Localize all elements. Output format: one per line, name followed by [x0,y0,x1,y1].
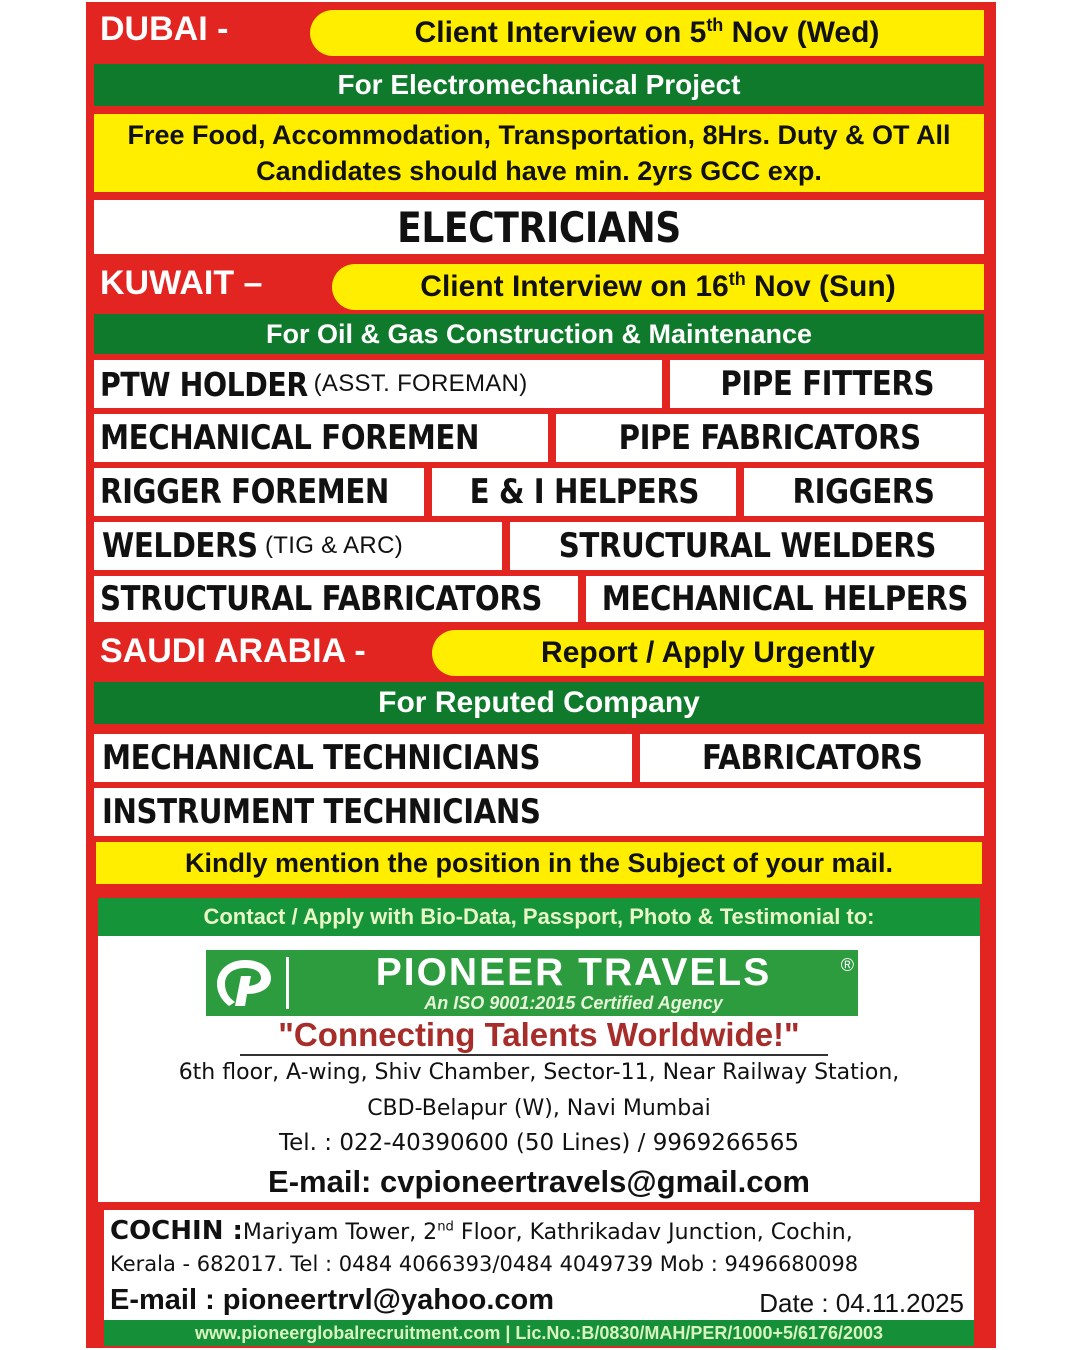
company-certification: An ISO 9001:2015 Certified Agency [424,993,723,1013]
job-box-mechanical-helpers [586,576,984,622]
address-line2: CBD-Belapur (W), Navi Mumbai [367,1096,711,1121]
phone-line[interactable]: Tel. : 022-40390600 (50 Lines) / 9969266565 [278,1130,800,1156]
saudi-company-bar: For Reputed Company [94,682,984,724]
job-pipe-fitters: PIPE FITTERS [720,364,934,404]
company-name: PIONEER TRAVELS [375,951,772,994]
job-riggers: RIGGERS [793,472,935,512]
cochin-address-line1: COCHIN :Mariyam Tower, 2nd Floor, Kathrikadav Junction, Cochin, [110,1216,853,1246]
job-box-instrument-technicians [94,788,984,836]
job-ptw-holder: PTW HOLDER [100,364,308,404]
cochin-label: COCHIN : [110,1216,243,1246]
job-box-structural-welders [510,522,984,570]
pioneer-logo-icon [206,952,286,1014]
dubai-interview-banner [310,10,984,56]
job-fabricators: FABRICATORS [701,738,923,778]
email-link[interactable]: E-mail: cvpioneertravels@gmail.com [268,1164,810,1199]
job-welders-note: (TIG & ARC) [265,532,403,559]
saudi-banner: Report / Apply Urgently [432,630,984,676]
registered-mark: ® [840,955,854,975]
job-ptw-holder-note: (ASST. FOREMAN) [313,370,528,397]
dubai-job-box [94,200,984,254]
footer-website-license[interactable]: www.pioneerglobalrecruitment.com | Lic.No.:B/0830/MAH/PER/1000+5/6176/2003 [104,1320,974,1346]
job-box-riggers [744,468,984,516]
job-mechanical-technicians: MECHANICAL TECHNICIANS [102,738,541,778]
job-box-ei-helpers [432,468,736,516]
kuwait-interview-banner [332,264,984,310]
kuwait-interview-text: Client Interview on 16th Nov (Sun) [420,269,896,303]
dubai-benefits-line1: Free Food, Accommodation, Transportation, 8Hrs. Duty & OT All [127,120,951,150]
slogan: "Connecting Talents Worldwide!" [278,1016,800,1053]
dubai-benefits-box [94,114,984,192]
pioneer-logo [206,950,858,1016]
job-poster [86,2,996,1348]
logo-text [289,953,858,1013]
job-electricians: ELECTRICIANS [397,202,681,252]
job-box-mechanical-foremen [94,414,548,462]
saudi-label: SAUDI ARABIA - [100,632,366,670]
dubai-interview-text: Client Interview on 5th Nov (Wed) [414,15,880,49]
job-box-rigger-foremen [94,468,424,516]
job-box-mechanical-technicians [94,734,632,782]
job-box-ptw-holder [94,360,662,408]
poster-date: Date : 04.11.2025 [759,1288,964,1318]
job-box-fabricators [640,734,984,782]
kuwait-project-bar: For Oil & Gas Construction & Maintenance [94,314,984,354]
cochin-email[interactable]: E-mail : pioneertrvl@yahoo.com [110,1284,555,1316]
slogan-underline [240,1054,828,1056]
cochin-address-line2: Kerala - 682017. Tel : 0484 4066393/0484 4049739 Mob : 9496680098 [110,1252,859,1276]
kuwait-label: KUWAIT – [100,264,263,302]
dubai-label: DUBAI - [100,10,229,48]
job-ei-helpers: E & I HELPERS [469,472,699,512]
job-box-welders [94,522,502,570]
job-structural-fabricators: STRUCTURAL FABRICATORS [100,579,543,619]
contact-heading: Contact / Apply with Bio-Data, Passport, Photo & Testimonial to: [98,898,980,936]
job-instrument-technicians: INSTRUMENT TECHNICIANS [102,792,541,832]
job-pipe-fabricators: PIPE FABRICATORS [618,418,922,458]
job-rigger-foremen: RIGGER FOREMEN [100,472,389,512]
job-welders: WELDERS [102,526,258,566]
dubai-project-bar: For Electromechanical Project [94,64,984,106]
job-box-pipe-fitters [670,360,984,408]
job-mechanical-helpers: MECHANICAL HELPERS [601,579,969,619]
dubai-benefits-line2: Candidates should have min. 2yrs GCC exp. [256,156,822,186]
job-mechanical-foremen: MECHANICAL FOREMEN [100,418,480,458]
address-line1: 6th floor, A-wing, Shiv Chamber, Sector-11, Near Railway Station, [178,1060,900,1085]
subject-note: Kindly mention the position in the Subject of your mail. [96,842,982,884]
job-box-structural-fabricators [94,576,578,622]
job-box-pipe-fabricators [556,414,984,462]
contact-panel [98,898,980,1202]
job-structural-welders: STRUCTURAL WELDERS [558,526,936,566]
cochin-office-box [104,1210,974,1320]
